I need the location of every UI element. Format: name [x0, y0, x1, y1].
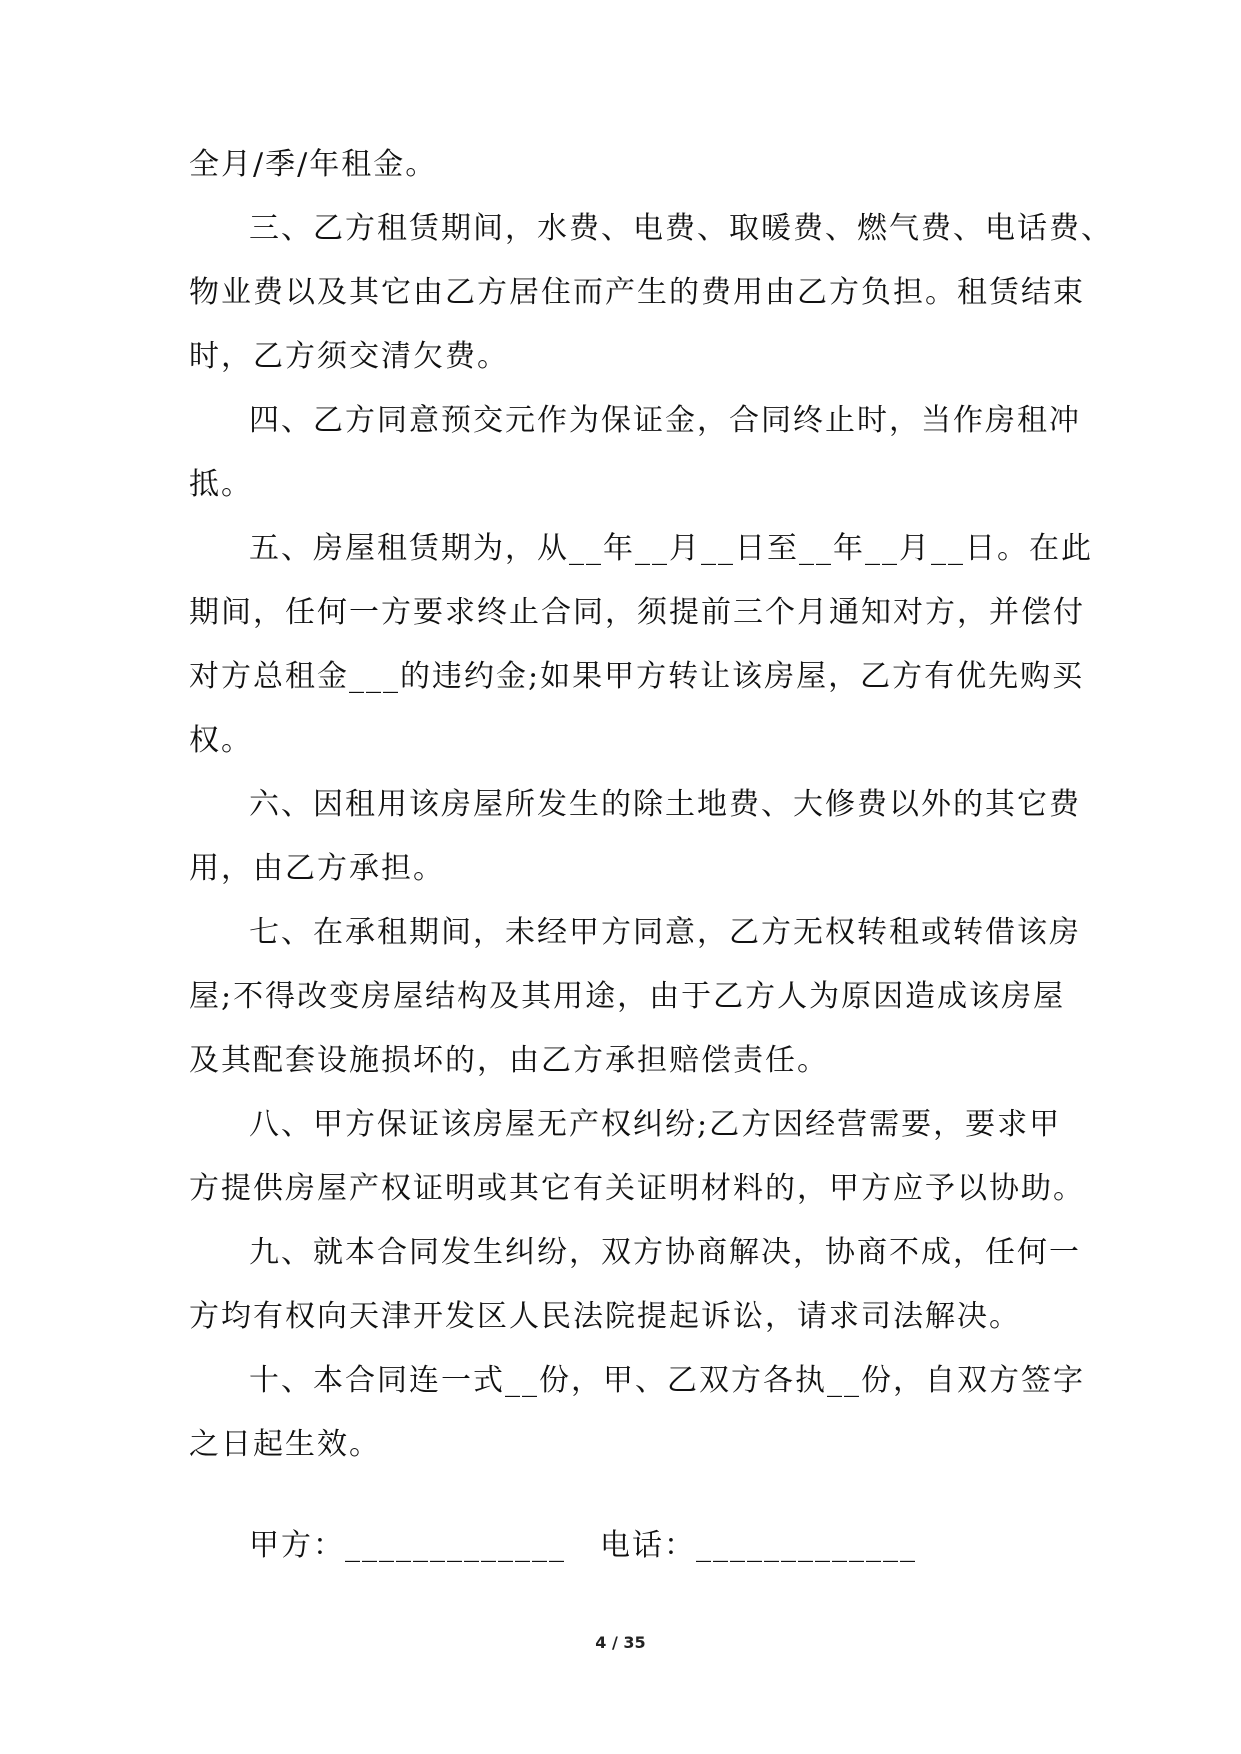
clause-5-line-3: 对方总租金___的违约金;如果甲方转让该房屋，乙方有优先购买 [189, 659, 1085, 694]
text-line: 全月/季/年租金。 [189, 147, 438, 182]
clause-6-line-1: 六、因租用该房屋所发生的除土地费、大修费以外的其它费 [249, 787, 1081, 822]
clause-5-line-4: 权。 [189, 723, 253, 758]
clause-3-line-1: 三、乙方租赁期间，水费、电费、取暖费、燃气费、电话费、 [249, 211, 1113, 246]
signature-row [249, 1526, 917, 1566]
clause-5-line-1: 五、房屋租赁期为，从__年__月__日至__年__月__日。在此 [249, 531, 1093, 566]
clause-10-line-1: 十、本合同连一式__份，甲、乙双方各执__份，自双方签字 [249, 1363, 1085, 1398]
clause-8-line-1: 八、甲方保证该房屋无产权纠纷;乙方因经营需要，要求甲 [249, 1107, 1062, 1142]
clause-10-line-2: 之日起生效。 [189, 1427, 381, 1462]
clause-6-line-2: 用，由乙方承担。 [189, 851, 445, 886]
clause-7-line-2: 屋;不得改变房屋结构及其用途，由于乙方人为原因造成该房屋 [189, 979, 1066, 1014]
clause-5-line-2: 期间，任何一方要求终止合同，须提前三个月通知对方，并偿付 [189, 595, 1085, 630]
clause-7-line-3: 及其配套设施损坏的，由乙方承担赔偿责任。 [189, 1043, 829, 1078]
clause-4-line-1: 四、乙方同意预交元作为保证金，合同终止时，当作房租冲 [249, 403, 1081, 438]
page-number: 4 / 35 [595, 1633, 646, 1652]
clause-9-line-1: 九、就本合同发生纠纷，双方协商解决，协商不成，任何一 [249, 1235, 1081, 1270]
clause-3-line-3: 时，乙方须交清欠费。 [189, 339, 509, 374]
clause-8-line-2: 方提供房屋产权证明或其它有关证明材料的，甲方应予以协助。 [189, 1171, 1085, 1206]
clause-7-line-1: 七、在承租期间，未经甲方同意，乙方无权转租或转借该房 [249, 915, 1081, 950]
clause-9-line-2: 方均有权向天津开发区人民法院提起诉讼，请求司法解决。 [189, 1299, 1021, 1334]
phone-signature-field: 电话：_____________ [600, 1528, 917, 1563]
clause-3-line-2: 物业费以及其它由乙方居住而产生的费用由乙方负担。租赁结束 [189, 275, 1085, 310]
clause-4-line-2: 抵。 [189, 467, 253, 502]
party-a-signature-field: 甲方：_____________ [249, 1528, 566, 1563]
